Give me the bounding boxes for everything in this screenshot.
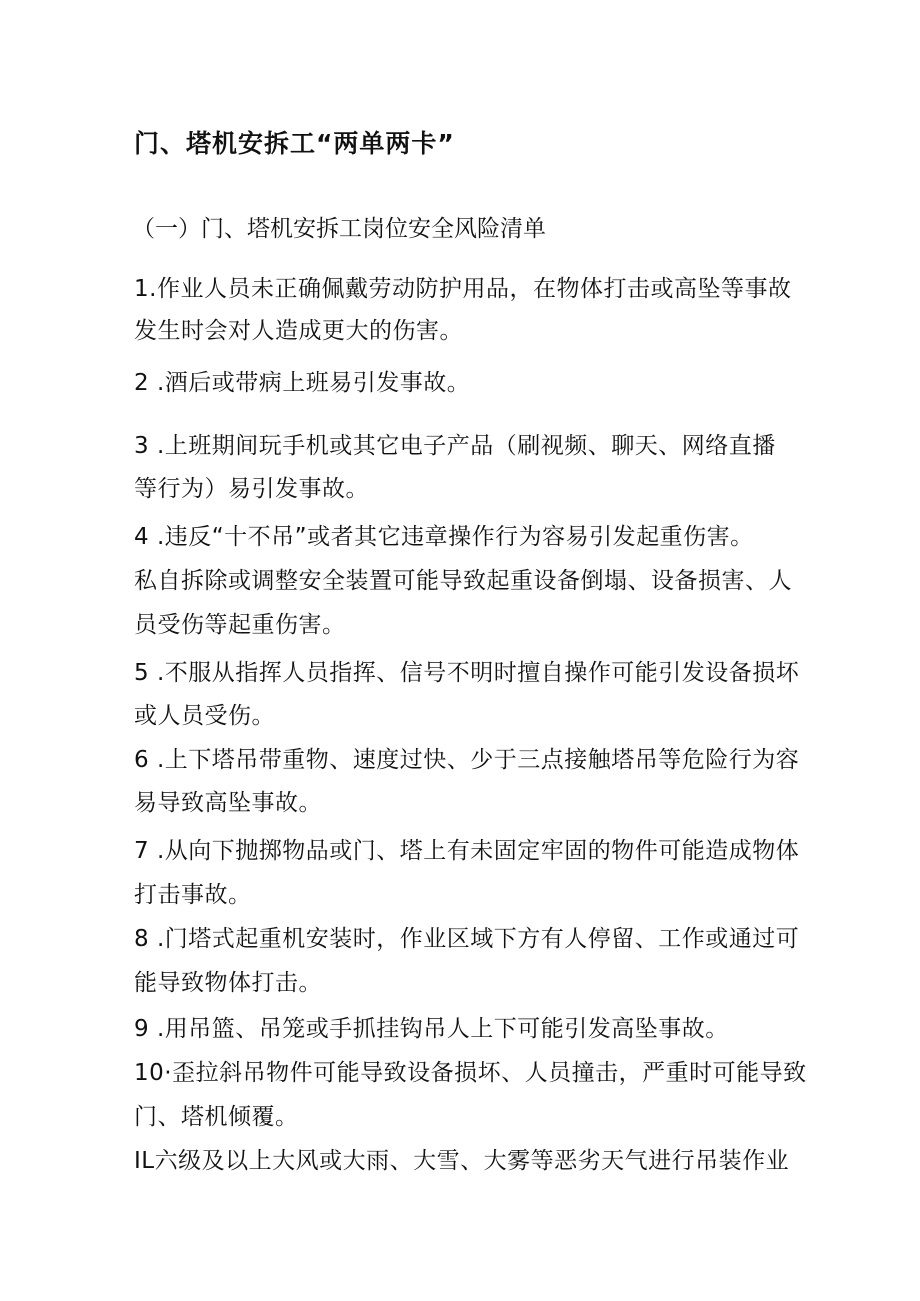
text-line: 4 .违反“十不吊”或者其它违章操作行为容易引发起重伤害。	[134, 524, 754, 550]
text-line: 或人员受伤。	[134, 703, 275, 729]
text-line: 发生时会对人造成更大的伤害。	[134, 318, 463, 344]
text-line: 门、塔机倾覆。	[134, 1104, 299, 1130]
document-title: 门、塔机安拆工“两单两卡”	[134, 129, 455, 158]
text-line: 能导致物体打击。	[134, 970, 322, 996]
text-line: 6 .上下塔吊带重物、速度过快、少于三点接触塔吊等危险行为容	[134, 747, 800, 773]
text-line: 3 .上班期间玩手机或其它电子产品（刷视频、聊天、网络直播	[134, 433, 776, 459]
text-line: IL六级及以上大风或大雨、大雪、大雾等恶劣天气进行吊装作业	[134, 1148, 790, 1174]
text-line: 9 .用吊篮、吊笼或手抓挂钩吊人上下可能引发高坠事故。	[134, 1016, 729, 1042]
text-line: 1.作业人员未正确佩戴劳动防护用品，在物体打击或高坠等事故	[134, 276, 792, 302]
text-line: 7 .从向下抛掷物品或门、塔上有未固定牢固的物件可能造成物体	[134, 838, 800, 864]
text-line: 8 .门塔式起重机安装时，作业区域下方有人停留、工作或通过可	[134, 926, 800, 952]
text-line: 等行为）易引发事故。	[134, 476, 369, 502]
text-line: 5 .不服从指挥人员指挥、信号不明时擅自操作可能引发设备损坏	[134, 660, 800, 686]
text-line: 2 .酒后或带病上班易引发事故。	[134, 370, 471, 396]
text-line: 私自拆除或调整安全装置可能导致起重设备倒塌、设备损害、人	[134, 568, 792, 594]
text-line: 易导致高坠事故。	[134, 790, 322, 816]
text-line: 打击事故。	[134, 882, 252, 908]
section-heading: （一）门、塔机安拆工岗位安全风险清单	[132, 216, 546, 242]
text-line: 员受伤等起重伤害。	[134, 612, 346, 638]
text-line: 10·歪拉斜吊物件可能导致设备损坏、人员撞击，严重时可能导致	[134, 1060, 807, 1086]
